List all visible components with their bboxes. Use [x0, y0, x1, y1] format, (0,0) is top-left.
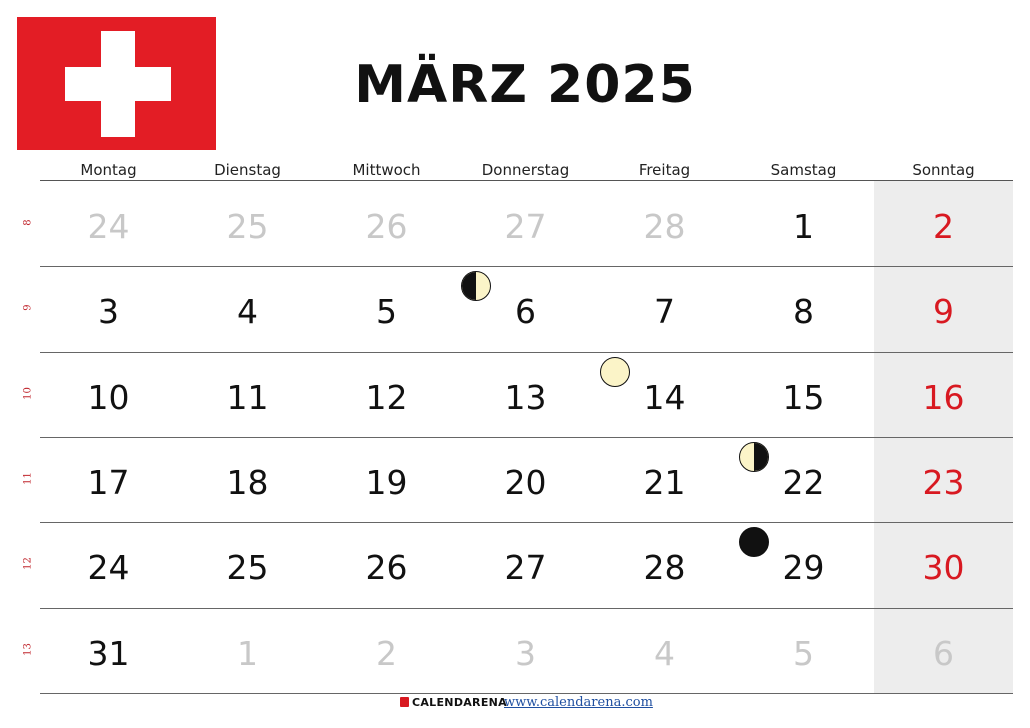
day-cell[interactable]: 12 [365, 377, 408, 417]
day-cell[interactable]: 27 [504, 548, 547, 588]
last-quarter-icon [739, 442, 769, 472]
day-cell[interactable]: 19 [365, 462, 408, 502]
footer [0, 694, 1030, 714]
day-cell[interactable]: 3 [98, 292, 119, 332]
weekday-header-1: Montag [80, 161, 137, 179]
row-divider [40, 522, 1013, 523]
day-cell[interactable]: 23 [922, 462, 965, 502]
day-cell[interactable]: 9 [933, 292, 954, 332]
day-cell[interactable]: 14 [643, 377, 686, 417]
day-cell[interactable]: 30 [922, 548, 965, 588]
day-cell[interactable]: 26 [365, 548, 408, 588]
day-cell[interactable]: 8 [793, 292, 814, 332]
week-number: 13 [22, 642, 34, 656]
day-cell[interactable]: 10 [87, 377, 130, 417]
day-cell[interactable]: 4 [237, 292, 258, 332]
day-cell[interactable]: 5 [376, 292, 397, 332]
day-cell[interactable]: 2 [933, 207, 954, 246]
day-cell[interactable]: 27 [504, 207, 547, 246]
week-number: 10 [22, 386, 34, 400]
month-title: MÄRZ 2025 [354, 55, 696, 115]
weekday-header-4: Donnerstag [481, 161, 570, 179]
day-cell[interactable]: 5 [793, 633, 814, 673]
day-cell[interactable]: 20 [504, 462, 547, 502]
day-cell[interactable]: 18 [226, 462, 269, 502]
flag-cross-horizontal [65, 67, 171, 101]
day-cell[interactable]: 24 [87, 207, 130, 246]
day-cell[interactable]: 2 [376, 633, 397, 673]
day-cell[interactable]: 25 [226, 548, 269, 588]
day-cell[interactable]: 21 [643, 462, 686, 502]
day-cell[interactable]: 28 [643, 207, 686, 246]
day-cell[interactable]: 22 [782, 462, 825, 502]
weekday-header-3: Mittwoch [352, 161, 421, 179]
day-cell[interactable]: 13 [504, 377, 547, 417]
day-cell[interactable]: 24 [87, 548, 130, 588]
day-cell[interactable]: 17 [87, 462, 130, 502]
full-moon-icon [600, 357, 630, 387]
brand-name: CALENDARENA [412, 696, 507, 709]
row-divider [40, 608, 1013, 609]
website-link[interactable]: www.calendarena.com [504, 695, 653, 710]
day-cell[interactable]: 6 [515, 292, 536, 332]
day-cell[interactable]: 29 [782, 548, 825, 588]
week-number: 8 [22, 219, 34, 226]
day-cell[interactable]: 7 [654, 292, 675, 332]
week-number: 9 [22, 304, 34, 311]
day-cell[interactable]: 15 [782, 377, 825, 417]
weekday-header-7: Sonntag [912, 161, 975, 179]
header-divider [40, 180, 1013, 181]
weekday-header-5: Freitag [638, 161, 691, 179]
day-cell[interactable]: 16 [922, 377, 965, 417]
week-number: 12 [22, 557, 34, 571]
brand-logo [400, 696, 507, 709]
day-cell[interactable]: 1 [793, 207, 814, 246]
new-moon-icon [739, 527, 769, 557]
day-cell[interactable]: 28 [643, 548, 686, 588]
day-cell[interactable]: 25 [226, 207, 269, 246]
day-cell[interactable]: 26 [365, 207, 408, 246]
day-cell[interactable]: 11 [226, 377, 269, 417]
row-divider [40, 352, 1013, 353]
day-cell[interactable]: 31 [87, 633, 130, 673]
day-cell[interactable]: 3 [515, 633, 536, 673]
moon-shadow [754, 443, 768, 471]
calendar-icon [400, 697, 409, 707]
day-cell[interactable]: 6 [933, 633, 954, 673]
day-cell[interactable]: 1 [237, 633, 258, 673]
weekday-header-2: Dienstag [214, 161, 281, 179]
swiss-flag-icon [17, 17, 216, 150]
row-divider [40, 437, 1013, 438]
moon-shadow [462, 272, 476, 300]
week-number: 11 [22, 472, 34, 485]
day-cell[interactable]: 4 [654, 633, 675, 673]
weekday-header-6: Samstag [770, 161, 837, 179]
row-divider [40, 266, 1013, 267]
